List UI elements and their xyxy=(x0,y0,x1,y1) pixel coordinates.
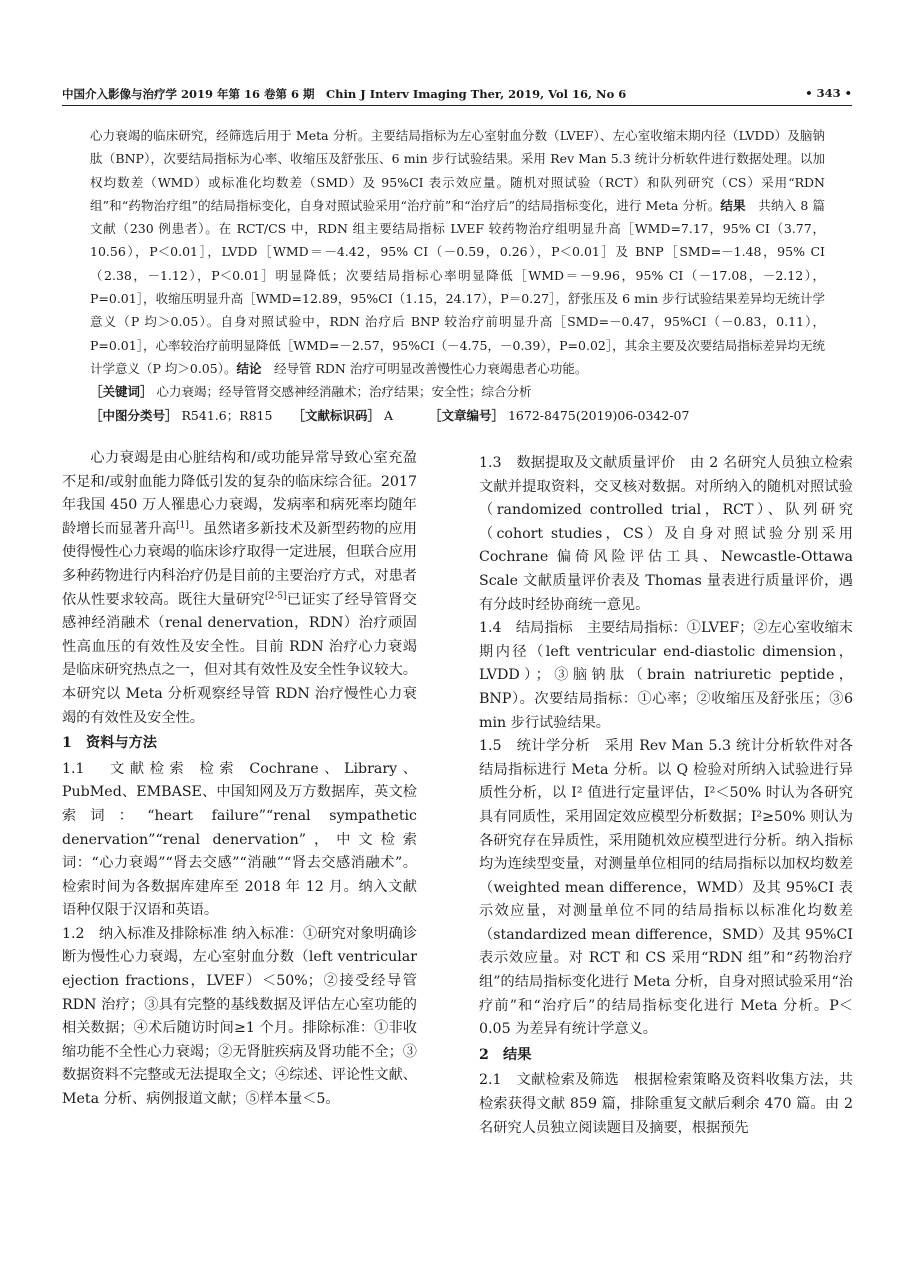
ref-1: [1] xyxy=(176,520,189,531)
abstract-methods: 心力衰竭的临床研究，经筛选后用于 Meta 分析。主要结局指标为左心室射血分数（LVEF）、左心室收缩末期内径（LVDD）及脑钠肽（BNP），次要结局指标为心率、收缩压及舒张压、6 min 步行试验结果。采用 Rev Man 5.3 统计分析软件进行数据处理。以加权均数差（WMD）或标准化均数差（SMD）及 95%CI 表示效应量。随机对照试验（RCT）和队列研究（CS）采用“RDN 组”和“药物治疗组”的结局指标变化，自身对照试验采用“治疗前”和“治疗后”的结局指标变化，进行 Meta 分析。 xyxy=(90,128,825,213)
introduction: 心力衰竭是由心脏结构和/或功能异常导致心室充盈不足和/或射血能力降低引发的复杂的临床综合征。2017 年我国 450 万人罹患心力衰竭，发病率和病死率均随年龄增长而显著升高[1]。虽然诸多新技术及新型药物的应用使得慢性心力衰竭的临床诊疗取得一定进展，但联合应用多种药物进行内科治疗仍是目前的主要治疗方式，对患者依从性要求较高。既往大量研究[2-5]已证实了经导管肾交感神经消融术（renal denervation，RDN）治疗顽固性高血压的有效性及安全性。目前 RDN 治疗心力衰竭是临床研究热点之一，但对其有效性及安全性争议较大。本研究以 Meta 分析观察经导管 RDN 治疗慢性心力衰竭的有效性及安全性。 xyxy=(62,450,417,726)
keywords xyxy=(90,380,825,403)
keywords-label: ［关键词］ xyxy=(90,384,153,400)
left-column xyxy=(62,447,417,1112)
section-2-1-title: 2.1 文献检索及筛选 xyxy=(479,1072,620,1089)
keywords-text: 心力衰竭；经导管肾交感神经消融术；治疗结果；安全性；综合分析 xyxy=(156,384,532,400)
ref-2-5: [2-5] xyxy=(264,590,287,601)
conclusion-label: 结论 xyxy=(236,360,262,376)
header-rule xyxy=(62,105,852,106)
clc-value: R541.6；R815 xyxy=(181,407,273,423)
running-header xyxy=(62,86,852,104)
doc-code-value: A xyxy=(383,407,393,423)
section-2-1: 2.1 文献检索及筛选 根据检索策略及资料收集方法，共检索获得文献 859 篇，排除重复文献后剩余 470 篇。由 2 名研究人员独立阅读题目及摘要，根据预先 xyxy=(479,1072,853,1136)
abstract xyxy=(90,124,825,427)
right-column xyxy=(479,452,853,1140)
section-1-5: 1.5 统计学分析 采用 Rev Man 5.3 统计分析软件对各结局指标进行 Meta 分析。以 Q 检验对所纳入试验进行异质性分析，以 I² 值进行定量评估，I²＜50% 时认为各研究具有同质性，采用固定效应模型分析数据；I²≥50% 则认为各研究存在异质性，采用随机效应模型进行分析。纳入指标均为连续型变量，对测量单位相同的结局指标以加权均数差（weighted mean difference，WMD）及其 95%CI 表示效应量，对测量单位不同的结局指标以标准化均数差（standardized mean difference，SMD）及其 95%CI 表示效应量。对 RCT 和 CS 采用“RDN 组”和“药物治疗组”的结局指标变化进行 Meta 分析，自身对照试验采用“治疗前”和“治疗后”的结局指标变化进行 Meta 分析。P＜0.05 为差异有统计学意义。 xyxy=(479,738,853,1038)
abstract-text xyxy=(90,124,825,380)
article-no-value: 1672-8475(2019)06-0342-07 xyxy=(507,407,690,423)
section-1-heading: 1 资料与方法 xyxy=(62,735,157,752)
section-1-1-title: 1.1 文献检索 xyxy=(62,760,190,777)
abstract-conclusion: 经导管 RDN 治疗可明显改善慢性心力衰竭患者心功能。 xyxy=(274,360,588,376)
section-1-4: 1.4 结局指标 主要结局指标：①LVEF；②左心室收缩末期内径（left ventricular end-diastolic dimension，LVDD）；③脑钠肽（brain natriuretic peptide，BNP）。次要结局指标：①心率；②收缩压及舒张压；③6 min 步行试验结果。 xyxy=(479,620,853,731)
abstract-results: 共纳入 8 篇文献（230 例患者）。在 RCT/CS 中，RDN 组主要结局指标 LVEF 较药物治疗组明显升高［WMD=7.17，95% CI（3.77，10.56），P＜0.01］，LVDD［WMD＝－4.42，95% CI（－0.59，0.26），P＜0.01］及 BNP［SMD=－1.48，95% CI（2.38，－1.12），P＜0.01］明显降低；次要结局指标心率明显降低［WMD＝－9.96，95% CI（－17.08，－2.12），P=0.01］，收缩压明显升高［WMD=12.89，95%CI（1.15，24.17），P＝0.27］，舒张压及 6 min 步行试验结果差异均无统计学意义（P 均＞0.05）。自身对照试验中，RDN 治疗后 BNP 较治疗前明显升高［SMD=－0.47，95%CI（－0.83，0.11），P=0.01］，心率较治疗前明显降低［WMD=－2.57，95%CI（－4.75，－0.39），P=0.02］，其余主要及次要结局指标差异均无统计学意义（P 均＞0.05）。 xyxy=(90,197,825,376)
clc-label: ［中图分类号］ xyxy=(90,407,178,423)
section-1-1: 1.1 文献检索 检索 Cochrane、Library、PubMed、EMBASE、中国知网及万方数据库，英文检索词：“heart failure”“renal sympathetic denervation”“renal denervation”，中文检索词：“心力衰竭”“肾去交感”“消融”“肾去交感消融术”。检索时间为各数据库建库至 2018 年 12 月。纳入文献语种仅限于汉语和英语。 xyxy=(62,760,417,919)
section-1-3: 1.3 数据提取及文献质量评价 由 2 名研究人员独立检索文献并提取资料，交叉核对数据。对所纳入的随机对照试验（randomized controlled trial，RCT）、队列研究（cohort studies，CS）及自身对照试验分别采用 Cochrane 偏倚风险评估工具、Newcastle-Ottawa Scale 文献质量评价表及 Thomas 量表进行质量评价，遇有分歧时经协商统一意见。 xyxy=(479,455,853,613)
section-2-heading: 2 结果 xyxy=(479,1046,532,1063)
classification-row xyxy=(90,404,825,427)
journal-citation: 中国介入影像与治疗学 2019 年第 16 卷第 6 期 Chin J Interv Imaging Ther, 2019, Vol 16, No 6 xyxy=(62,87,627,101)
section-1-2: 1.2 纳入标准及排除标准 纳入标准：①研究对象明确诊断为慢性心力衰竭，左心室射血分数（left ventricular ejection fractions，LVEF）＜50%；②接受经导管 RDN 治疗；③具有完整的基线数据及评估左心室功能的相关数据；④术后随访时间≥1 个月。排除标准：①非收缩功能不全性心力衰竭；②无肾脏疾病及肾功能不全；③数据资料不完整或无法提取全文；④综述、评论性文献、Meta 分析、病例报道文献；⑤样本量＜5。 xyxy=(62,925,417,1108)
page-number: • 343 • xyxy=(805,86,852,100)
doc-code-label: ［文献标识码］ xyxy=(292,407,380,423)
results-label: 结果 xyxy=(720,197,746,213)
section-1-5-title: 1.5 统计学分析 xyxy=(479,738,591,755)
section-1-3-title: 1.3 数据提取及文献质量评价 xyxy=(479,455,676,471)
section-1-2-title: 1.2 纳入标准及排除标准 xyxy=(62,925,228,942)
section-1-4-title: 1.4 结局指标 xyxy=(479,620,573,637)
article-no-label: ［文章编号］ xyxy=(428,407,504,423)
